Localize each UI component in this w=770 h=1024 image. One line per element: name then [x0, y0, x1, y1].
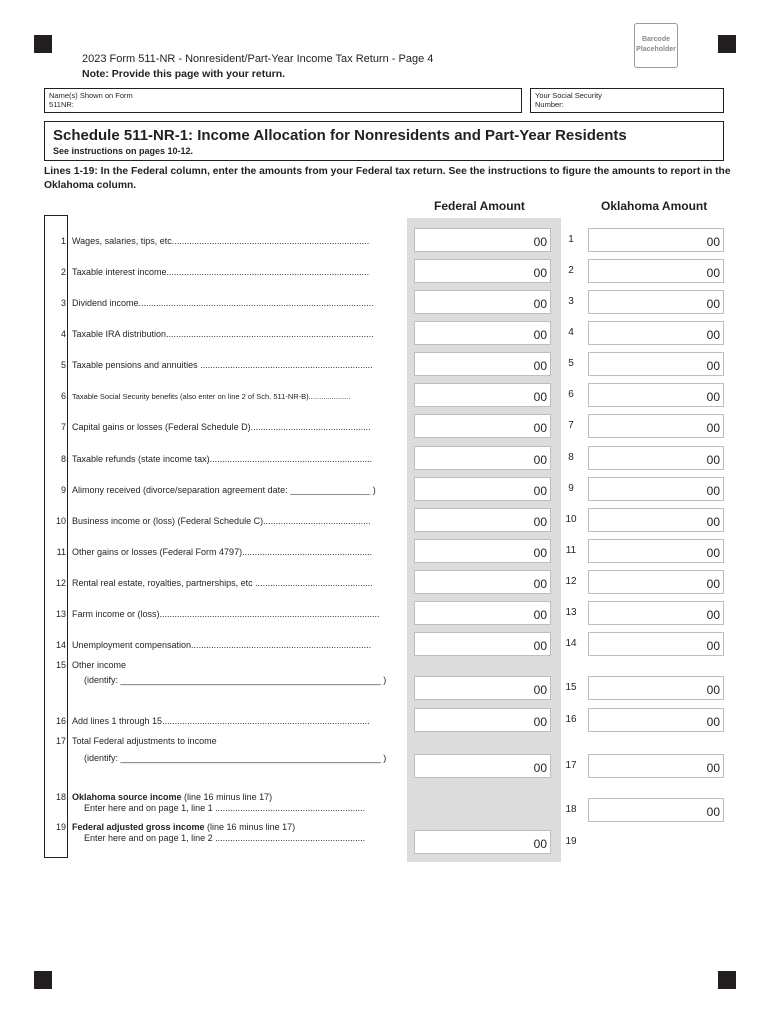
line-number-mid: 16 [565, 714, 577, 725]
cents-label: 00 [533, 390, 547, 404]
identify-field[interactable]: (identify: ____________________________________________________ ) [84, 675, 387, 685]
line-16-row [0, 708, 770, 736]
line-number: 4 [60, 329, 66, 339]
line-number-mid: 2 [568, 265, 574, 276]
cents-label: 00 [533, 359, 547, 373]
federal-amount-input[interactable] [414, 259, 551, 283]
line-number: 10 [55, 516, 66, 526]
line-number: 1 [60, 236, 66, 246]
line-5-row [0, 352, 770, 380]
line-description: (line 16 minus line 17) [181, 792, 273, 802]
federal-amount-input[interactable] [414, 570, 551, 594]
cents-label: 00 [706, 328, 720, 342]
oklahoma-amount-input[interactable] [588, 352, 724, 376]
line-description: Rental real estate, royalties, partnerships, etc ............................................... [72, 578, 373, 588]
line-description: (line 16 minus line 17) [204, 822, 296, 832]
cents-label: 00 [533, 328, 547, 342]
federal-amount-input[interactable] [414, 290, 551, 314]
cents-label: 00 [533, 683, 547, 697]
oklahoma-amount-input[interactable] [588, 414, 724, 438]
cents-label: 00 [533, 761, 547, 775]
cents-label: 00 [706, 608, 720, 622]
line-number: 19 [55, 822, 66, 832]
registration-mark-bottom-right [718, 971, 736, 989]
federal-amount-input[interactable] [414, 477, 551, 501]
line-2-row [0, 259, 770, 287]
cents-label: 00 [533, 608, 547, 622]
cents-label: 00 [533, 515, 547, 529]
identify-field[interactable]: (identify: ____________________________________________________ ) [84, 753, 387, 763]
line-number: 15 [55, 660, 66, 670]
line-number: 12 [55, 578, 66, 588]
line-11-row [0, 539, 770, 567]
line-number-mid: 5 [568, 358, 574, 369]
federal-amount-input[interactable] [414, 508, 551, 532]
line-description: Capital gains or losses (Federal Schedule D)................................................ [72, 422, 371, 432]
line-14-row [0, 632, 770, 660]
line-number: 18 [55, 792, 66, 802]
line-1-row [0, 228, 770, 256]
line-number: 6 [60, 391, 66, 401]
cents-label: 00 [706, 577, 720, 591]
cents-label: 00 [533, 453, 547, 467]
barcode-placeholder: Barcode Placeholder [634, 23, 678, 68]
line-number-mid: 3 [568, 296, 574, 307]
line-number-mid: 17 [565, 760, 577, 771]
oklahoma-amount-input[interactable] [588, 259, 724, 283]
instructions: Lines 1-19: In the Federal column, enter the amounts from your Federal tax return. See the instructions to figure the amounts to report in the Oklahoma column. [44, 166, 731, 191]
federal-amount-input[interactable] [414, 676, 551, 700]
oklahoma-amount-input[interactable] [588, 676, 724, 700]
line-description: Total Federal adjustments to income [72, 736, 217, 746]
line-description: Taxable interest income................................................................................. [72, 267, 370, 277]
line-number: 17 [55, 736, 66, 746]
line-19-row [0, 822, 770, 858]
line-description: Add lines 1 through 15................................................................................... [72, 716, 370, 726]
schedule-subtitle: See instructions on pages 10-12. [53, 146, 194, 156]
line-description: Taxable IRA distribution................................................................................... [72, 329, 374, 339]
cents-label: 00 [706, 421, 720, 435]
federal-amount-input[interactable] [414, 321, 551, 345]
cents-label: 00 [706, 715, 720, 729]
line-number: 7 [60, 422, 66, 432]
line-title: Federal adjusted gross income [72, 822, 205, 832]
federal-amount-input[interactable] [414, 414, 551, 438]
registration-mark-top-right [718, 35, 736, 53]
line-number: 8 [60, 454, 66, 464]
cents-label: 00 [533, 577, 547, 591]
line-number-mid: 13 [565, 607, 577, 618]
line-number: 14 [55, 640, 66, 650]
cents-label: 00 [706, 484, 720, 498]
oklahoma-amount-input[interactable] [588, 290, 724, 314]
registration-mark-top-left [34, 35, 52, 53]
line-8-row [0, 446, 770, 474]
line-instruction: Enter here and on page 1, line 2 ............................................................ [84, 833, 366, 843]
cents-label: 00 [533, 421, 547, 435]
oklahoma-amount-input[interactable] [588, 321, 724, 345]
cents-label: 00 [706, 359, 720, 373]
federal-amount-input[interactable] [414, 708, 551, 732]
line-number-mid: 18 [565, 804, 577, 815]
line-number-mid: 12 [565, 576, 577, 587]
ssn-field[interactable] [530, 88, 724, 113]
federal-amount-input[interactable] [414, 228, 551, 252]
oklahoma-amount-input[interactable] [588, 446, 724, 470]
oklahoma-amount-input[interactable] [588, 708, 724, 732]
line-number: 11 [56, 547, 66, 557]
line-number-mid: 1 [568, 234, 574, 245]
federal-amount-input[interactable] [414, 601, 551, 625]
line-number-mid: 11 [565, 545, 577, 556]
line-number-mid: 9 [568, 483, 574, 494]
line-9-row [0, 477, 770, 505]
oklahoma-amount-input[interactable] [588, 798, 724, 822]
ssn-field-label: Your Social Security Number: [535, 91, 602, 109]
line-number: 3 [60, 298, 66, 308]
cents-label: 00 [533, 639, 547, 653]
line-15-row [0, 660, 770, 704]
line-number: 5 [60, 360, 66, 370]
oklahoma-amount-input[interactable] [588, 508, 724, 532]
line-number-mid: 6 [568, 389, 574, 400]
line-7-row [0, 414, 770, 442]
line-title: Oklahoma source income [72, 792, 182, 802]
line-number: 2 [60, 267, 66, 277]
line-description: Unemployment compensation........................................................................ [72, 640, 372, 650]
federal-amount-input[interactable] [414, 383, 551, 407]
federal-column-header: Federal Amount [434, 199, 525, 213]
cents-label: 00 [706, 805, 720, 819]
oklahoma-amount-input[interactable] [588, 570, 724, 594]
cents-label: 00 [533, 266, 547, 280]
line-number-mid: 8 [568, 452, 574, 463]
line-description: Dividend income.............................................................................................. [72, 298, 374, 308]
line-number-mid: 19 [565, 836, 577, 847]
line-description: Taxable refunds (state income tax)................................................................. [72, 454, 373, 464]
line-12-row [0, 570, 770, 598]
cents-label: 00 [706, 266, 720, 280]
oklahoma-amount-input[interactable] [588, 383, 724, 407]
federal-amount-input[interactable] [414, 446, 551, 470]
federal-amount-input[interactable] [414, 754, 551, 778]
cents-label: 00 [706, 235, 720, 249]
line-description: Business income or (loss) (Federal Schedule C)........................................... [72, 516, 371, 526]
oklahoma-amount-input[interactable] [588, 477, 724, 501]
cents-label: 00 [706, 515, 720, 529]
oklahoma-amount-input[interactable] [588, 539, 724, 563]
line-6-row [0, 383, 770, 411]
oklahoma-amount-input[interactable] [588, 754, 724, 778]
oklahoma-amount-input[interactable] [588, 601, 724, 625]
cents-label: 00 [533, 546, 547, 560]
line-description: Taxable pensions and annuities ..................................................................... [72, 360, 373, 370]
form-note: Note: Provide this page with your return. [82, 68, 286, 80]
line-10-row [0, 508, 770, 536]
line-description: Other gains or losses (Federal Form 4797).................................................... [72, 547, 373, 557]
oklahoma-amount-input[interactable] [588, 632, 724, 656]
line-number-mid: 7 [568, 420, 574, 431]
cents-label: 00 [706, 390, 720, 404]
cents-label: 00 [706, 453, 720, 467]
federal-amount-input[interactable] [414, 632, 551, 656]
line-description: Other income [72, 660, 127, 670]
cents-label: 00 [706, 639, 720, 653]
name-field-label: Name(s) Shown on Form 511NR: [49, 91, 133, 109]
cents-label: 00 [706, 761, 720, 775]
cents-label: 00 [533, 837, 547, 851]
cents-label: 00 [706, 546, 720, 560]
cents-label: 00 [533, 484, 547, 498]
form-title: 2023 Form 511-NR - Nonresident/Part-Year Income Tax Return - Page 4 [82, 53, 434, 65]
line-13-row [0, 601, 770, 629]
line-number: 16 [55, 716, 66, 726]
line-4-row [0, 321, 770, 349]
line-description: Taxable Social Security benefits (also enter on line 2 of Sch. 511-NR-B).................... [72, 392, 351, 401]
cents-label: 00 [533, 715, 547, 729]
name-field[interactable] [44, 88, 522, 113]
line-number: 9 [60, 485, 66, 495]
line-description: Farm income or (loss)........................................................................................ [72, 609, 380, 619]
line-description: Wages, salaries, tips, etc............................................................................... [72, 236, 370, 246]
federal-amount-input[interactable] [414, 830, 551, 854]
oklahoma-column-header: Oklahoma Amount [601, 199, 708, 213]
oklahoma-amount-input[interactable] [588, 228, 724, 252]
line-number-mid: 4 [568, 327, 574, 338]
line-instruction: Enter here and on page 1, line 1 ............................................................ [84, 803, 366, 813]
line-number-mid: 14 [565, 638, 577, 649]
line-description: Alimony received (divorce/separation agreement date: ________________ ) [72, 485, 376, 495]
line-number-mid: 15 [565, 682, 577, 693]
line-3-row [0, 290, 770, 318]
schedule-title: Schedule 511-NR-1: Income Allocation for Nonresidents and Part-Year Residents [53, 127, 627, 144]
cents-label: 00 [706, 683, 720, 697]
federal-amount-input[interactable] [414, 352, 551, 376]
line-number-mid: 10 [565, 514, 577, 525]
schedule-header [44, 121, 724, 161]
registration-mark-bottom-left [34, 971, 52, 989]
cents-label: 00 [533, 297, 547, 311]
line-number: 13 [55, 609, 66, 619]
line-17-row [0, 736, 770, 782]
cents-label: 00 [533, 235, 547, 249]
federal-amount-input[interactable] [414, 539, 551, 563]
cents-label: 00 [706, 297, 720, 311]
